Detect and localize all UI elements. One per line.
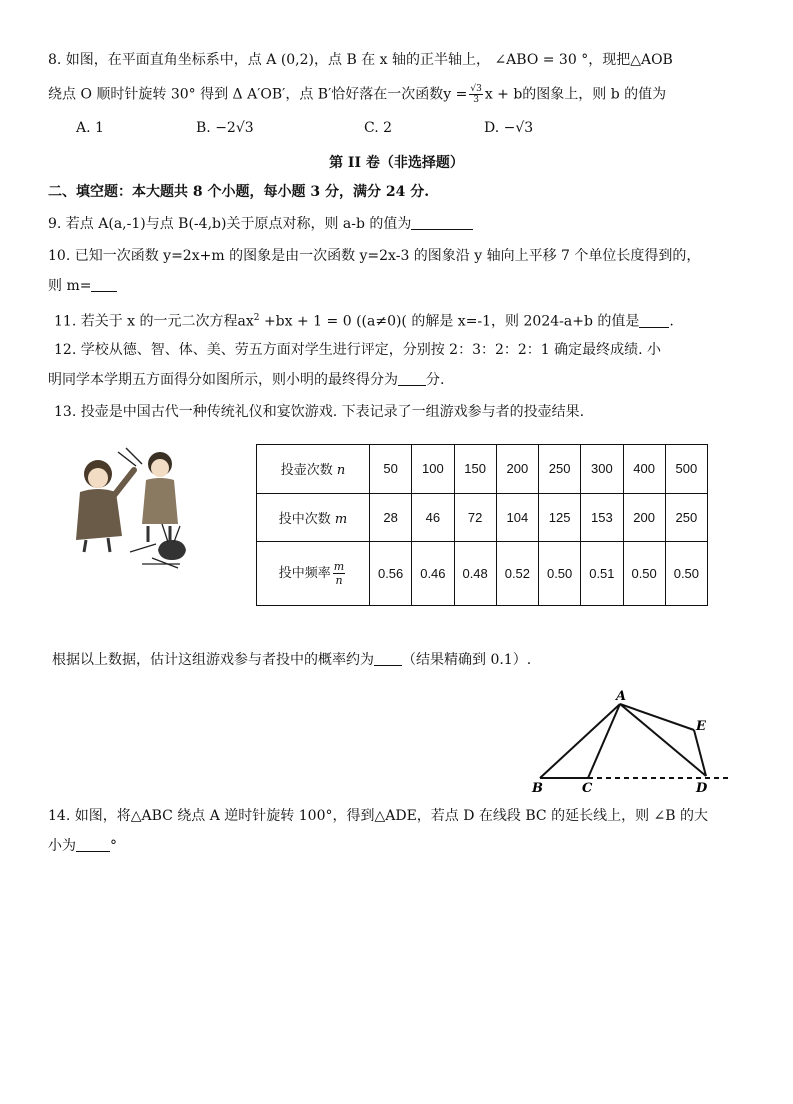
q10-line2: [48, 276, 117, 296]
q12-line1: 12. 学校从德、智、体、美、劳五方面对学生进行评定，分别按 2：3：2：2：1 确定最终成绩. 小: [54, 342, 662, 358]
row-label-throws: 投壶次数: [280, 463, 333, 479]
q8-line1: 8. 如图，在平面直角坐标系中，点 A (0,2)，点 B 在 x 轴的正半轴上， ∠ABO = 30 °，现把△AOB: [48, 52, 673, 68]
q11-text-b: +bx + 1 = 0 ((a≠0)( 的解是 x=-1，则 2024-a+b 的值是: [259, 313, 640, 330]
segment-ad: [620, 704, 706, 776]
q13-line1: 13. 投壶是中国古代一种传统礼仪和宴饮游戏. 下表记录了一组游戏参与者的投壶结果.: [54, 404, 585, 420]
touhu-illustration-image: [60, 440, 190, 570]
touhu-results-table: [256, 444, 708, 606]
q13-answer-blank: [374, 651, 402, 666]
table-cell: 250: [665, 493, 707, 542]
q9-answer-blank: [411, 215, 473, 230]
table-cell: 150: [454, 445, 496, 494]
q14-answer-blank: [76, 837, 110, 852]
row-label-frequency: 投中频率: [278, 566, 331, 581]
q14-line1: 14. 如图，将△ABC 绕点 A 逆时针旋转 100°，得到△ADE，若点 D 在线段 BC 的延长线上，则 ∠B 的大: [48, 808, 709, 824]
q13-after-end: （结果精确到 0.1）.: [402, 652, 532, 668]
table-cell: 200: [623, 493, 665, 542]
q8-line2: [48, 84, 666, 105]
table-cell: 125: [539, 493, 581, 542]
table-cell: 46: [412, 493, 454, 542]
label-a: A: [616, 690, 627, 704]
q10-line1: 10. 已知一次函数 y=2x+m 的图象是由一次函数 y=2x-3 的图象沿 y 轴向上平移 7 个单位长度得到的，: [48, 248, 701, 264]
q8-option-b: B. −2√3: [196, 120, 254, 136]
q8-option-a: A. 1: [76, 120, 104, 136]
table-cell: 0.50: [539, 542, 581, 606]
table-cell: 0.48: [454, 542, 496, 606]
table-cell: 50: [370, 445, 412, 494]
table-cell: 153: [581, 493, 623, 542]
rotation-triangle-figure: [520, 690, 745, 800]
table-cell: 72: [454, 493, 496, 542]
label-d: D: [696, 781, 708, 796]
segment-ed: [694, 730, 706, 776]
q8-option-c: C. 2: [364, 120, 393, 136]
q10-answer-blank: [91, 277, 117, 292]
table-cell: 0.52: [496, 542, 538, 606]
q11-end: .: [669, 313, 674, 330]
segment-ae: [620, 704, 694, 730]
segment-ab: [540, 704, 620, 778]
q11-text-a: 11. 若关于 x 的一元二次方程ax: [54, 313, 254, 330]
q12-line2: [48, 370, 444, 390]
row-label-hits: 投中次数: [278, 511, 331, 527]
q8-option-d: D. −√3: [484, 120, 534, 136]
table-row: [257, 542, 708, 606]
q12-line2-end: 分.: [426, 372, 445, 388]
table-row: [257, 445, 708, 494]
q8-fraction-den: 3: [473, 95, 479, 105]
q14-line2-text: 小为: [48, 838, 76, 854]
q13-after-text: 根据以上数据，估计这组游戏参与者投中的概率约为: [52, 652, 374, 668]
frequency-fraction-den: n: [335, 574, 343, 587]
table-cell: 28: [370, 493, 412, 542]
q8-fraction-num: √3: [470, 84, 482, 94]
q8-line2-b: x + b的图象上，则 b 的值为: [484, 86, 667, 103]
label-c: C: [582, 781, 593, 796]
table-cell: 400: [623, 445, 665, 494]
q8-fraction: [469, 84, 482, 105]
table-row-label: [257, 542, 370, 606]
table-row-label: [257, 445, 370, 494]
q14-line2: [48, 836, 117, 856]
table-cell: 500: [665, 445, 707, 494]
table-cell: 200: [496, 445, 538, 494]
label-b: B: [532, 781, 543, 796]
table-cell: 100: [412, 445, 454, 494]
table-cell: 300: [581, 445, 623, 494]
q12-answer-blank: [398, 371, 426, 386]
table-row-label: [257, 493, 370, 542]
q11: [54, 308, 674, 332]
q13-after: [52, 650, 531, 670]
q8-line2-a: 绕点 O 顺时针旋转 30° 得到 Δ A′OB′，点 B′恰好落在一次函数y =: [48, 86, 468, 103]
table-cell: 0.46: [412, 542, 454, 606]
row-var-m: m: [334, 511, 348, 527]
q9-text: 9. 若点 A(a,-1)与点 B(-4,b)关于原点对称，则 a-b 的值为: [48, 216, 412, 232]
q12-line2-text: 明同学本学期五方面得分如图所示，则小明的最终得分为: [48, 372, 398, 388]
segment-ac: [588, 704, 620, 778]
table-cell: 104: [496, 493, 538, 542]
table-cell: 0.50: [665, 542, 707, 606]
q11-superscript: 2: [253, 313, 260, 323]
frequency-fraction: [333, 560, 345, 587]
row-var-n: n: [336, 463, 346, 479]
table-cell: 250: [539, 445, 581, 494]
section-title: 第 II 卷（非选择题）: [329, 155, 464, 171]
table-cell: 0.51: [581, 542, 623, 606]
q11-answer-blank: [639, 313, 669, 328]
q14-line2-end: °: [110, 838, 117, 854]
table-row: [257, 493, 708, 542]
q9: [48, 214, 473, 234]
label-e: E: [696, 719, 706, 734]
table-cell: 0.56: [370, 542, 412, 606]
frequency-fraction-num: m: [333, 560, 345, 573]
table-cell: 0.50: [623, 542, 665, 606]
q10-line2-text: 则 m=: [48, 278, 92, 294]
part2-header: 二、填空题：本大题共 8 个小题，每小题 3 分，满分 24 分.: [48, 184, 430, 200]
